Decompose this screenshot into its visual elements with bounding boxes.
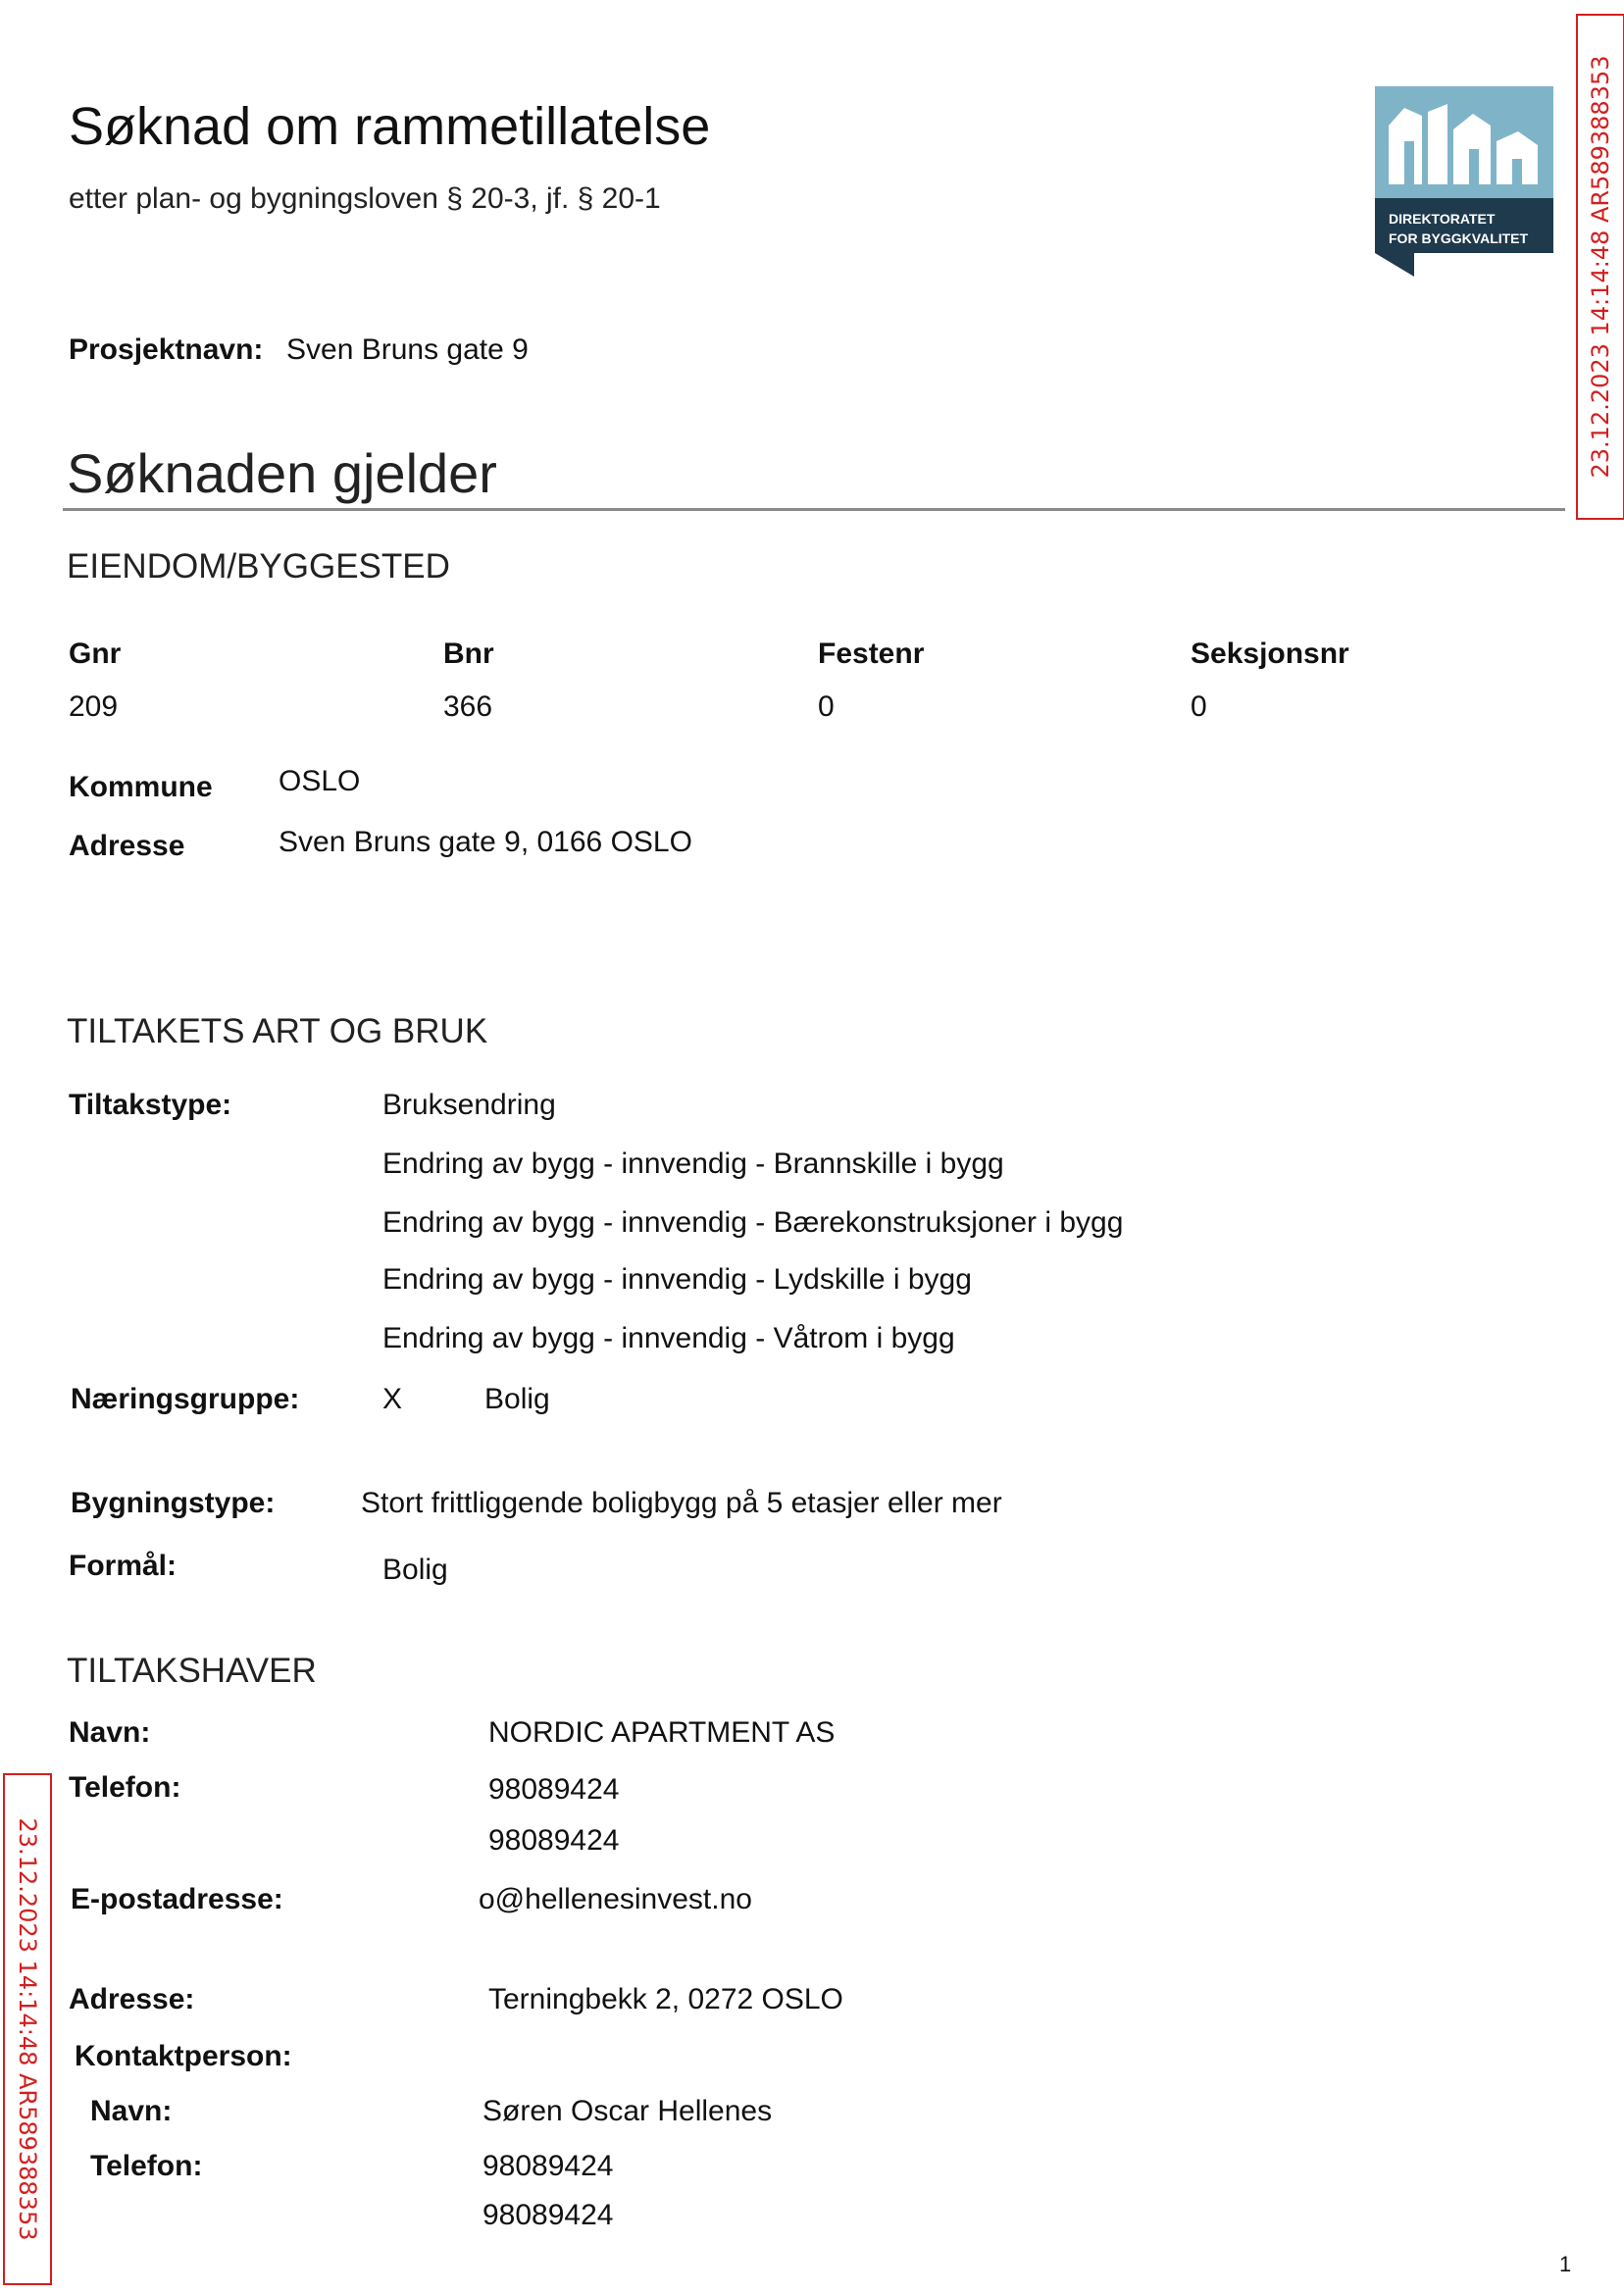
industry-group-label: Næringsgruppe: [71, 1383, 300, 1415]
contact-name-value: Søren Oscar Hellenes [482, 2095, 773, 2127]
festenr-value: 0 [818, 690, 835, 723]
contact-phone-value: 98089424 [482, 2150, 614, 2182]
receipt-stamp-left-text: 23.12.2023 14:14:48 AR589388353 [14, 1817, 41, 2241]
owner-phone-value: 98089424 [488, 1773, 620, 1806]
document-subtitle: etter plan- og bygningsloven § 20-3, jf. § 20-1 [69, 182, 661, 215]
measure-type-item: Endring av bygg - innvendig - Bærekonstruksjoner i bygg [382, 1206, 1124, 1239]
owner-address-value: Terningbekk 2, 0272 OSLO [488, 1983, 843, 2015]
owner-email-label: E-postadresse: [71, 1883, 283, 1915]
industry-group-check-mark: X [382, 1383, 403, 1415]
receipt-stamp-left [3, 1773, 52, 2285]
owner-phone-label: Telefon: [69, 1771, 181, 1804]
document-title: Søknad om rammetillatelse [69, 97, 711, 156]
measure-type-item: Endring av bygg - innvendig - Våtrom i bygg [382, 1322, 955, 1354]
industry-group-value: Bolig [484, 1383, 550, 1415]
measure-type-item: Bruksendring [382, 1089, 556, 1121]
kommune-value: OSLO [279, 765, 361, 797]
adresse-label: Adresse [69, 830, 185, 862]
contact-phone-value-2: 98089424 [482, 2199, 614, 2231]
logo-text-line2: FOR BYGGKVALITET [1389, 230, 1529, 246]
logo-text-line1: DIREKTORATET [1389, 211, 1496, 227]
bnr-value: 366 [443, 690, 493, 723]
kommune-label: Kommune [69, 771, 213, 803]
owner-address-label: Adresse: [69, 1983, 195, 2015]
owner-heading: TILTAKSHAVER [67, 1652, 317, 1690]
seksjonsnr-value: 0 [1191, 690, 1207, 723]
measure-type-item: Endring av bygg - innvendig - Lydskille i bygg [382, 1263, 972, 1296]
receipt-stamp-right [1576, 14, 1624, 520]
bnr-label: Bnr [443, 637, 494, 670]
measure-type-item: Endring av bygg - innvendig - Brannskille i bygg [382, 1147, 1004, 1180]
seksjonsnr-label: Seksjonsnr [1191, 637, 1349, 670]
page-number: 1 [1559, 2252, 1572, 2276]
building-type-label: Bygningstype: [71, 1487, 276, 1519]
section-title: Søknaden gjelder [67, 442, 497, 504]
festenr-label: Festenr [818, 637, 925, 670]
dibk-logo [1375, 86, 1553, 277]
purpose-value: Bolig [382, 1554, 448, 1586]
gnr-label: Gnr [69, 637, 122, 670]
receipt-stamp-right-text: 23.12.2023 14:14:48 AR589388353 [1587, 55, 1614, 479]
owner-name-value: NORDIC APARTMENT AS [488, 1716, 836, 1749]
adresse-value: Sven Bruns gate 9, 0166 OSLO [279, 826, 692, 858]
owner-phone-value-2: 98089424 [488, 1824, 620, 1857]
purpose-label: Formål: [69, 1550, 178, 1582]
project-name-label: Prosjektnavn: [69, 333, 264, 366]
measure-heading: TILTAKETS ART OG BRUK [67, 1012, 488, 1050]
measure-type-label: Tiltakstype: [69, 1089, 232, 1121]
building-type-value: Stort frittliggende boligbygg på 5 etasjer eller mer [361, 1487, 1002, 1519]
section-divider [63, 508, 1565, 511]
owner-email-value: o@hellenesinvest.no [479, 1883, 752, 1915]
project-name-value: Sven Bruns gate 9 [286, 333, 529, 366]
contact-person-label: Kontaktperson: [75, 2040, 292, 2072]
contact-name-label: Navn: [90, 2095, 173, 2127]
contact-phone-label: Telefon: [90, 2150, 203, 2182]
gnr-value: 209 [69, 690, 119, 723]
property-heading: EIENDOM/BYGGESTED [67, 547, 450, 586]
owner-name-label: Navn: [69, 1716, 151, 1749]
